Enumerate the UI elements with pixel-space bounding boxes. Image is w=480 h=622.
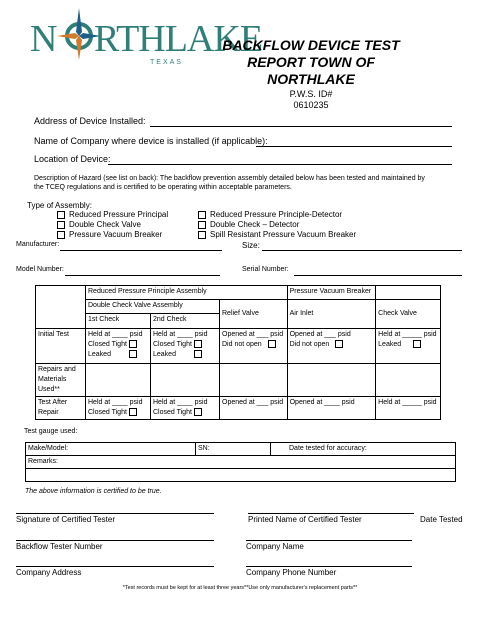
assembly-option-rpd[interactable]: Reduced Pressure Principle-Detector: [198, 210, 356, 220]
initial-relief-valve[interactable]: Opened at ___ psid Did not open: [220, 329, 288, 364]
location-label: Location of Device:: [34, 154, 111, 164]
logo-letter-n: N: [30, 18, 57, 60]
pws-id: [200, 89, 422, 111]
model-field[interactable]: [65, 275, 220, 276]
remarks-cell[interactable]: Remarks:: [26, 456, 456, 469]
date-tested-label: Date Tested: [420, 515, 463, 524]
address-label: Address of Device Installed:: [34, 116, 146, 126]
checkbox-icon[interactable]: [129, 350, 137, 358]
checkbox-icon[interactable]: [198, 231, 206, 239]
first-check-header: 1st Check: [86, 314, 151, 329]
pws-label: P.W.S. ID#: [289, 89, 333, 99]
title-line-3: NORTHLAKE: [267, 71, 355, 87]
page-title: [200, 37, 422, 88]
checkbox-icon[interactable]: [194, 408, 202, 416]
assembly-left-list: [57, 210, 168, 240]
tester-number-label: Backflow Tester Number: [16, 542, 103, 551]
assembly-option-dcv[interactable]: Double Check Valve: [57, 220, 168, 230]
initial-first-check[interactable]: Held at ____ psid Closed Tight Leaked: [86, 329, 151, 364]
company-name-label: Company Name: [246, 542, 304, 551]
signature-label: Signature of Certified Tester: [16, 515, 116, 524]
printed-name-line[interactable]: [248, 513, 414, 514]
checkbox-icon[interactable]: [194, 350, 202, 358]
repairs-check-valve[interactable]: [376, 364, 441, 397]
checkbox-icon[interactable]: [129, 340, 137, 348]
after-second-check[interactable]: Held at ____ psid Closed Tight: [151, 397, 220, 420]
after-first-check[interactable]: Held at ____ psid Closed Tight: [86, 397, 151, 420]
assembly-option-rp[interactable]: Reduced Pressure Principal: [57, 210, 168, 220]
initial-check-valve[interactable]: Held at _____ psid Leaked: [376, 329, 441, 364]
printed-name-label: Printed Name of Certified Tester: [248, 515, 362, 524]
date-tested-cell[interactable]: Date tested for accuracy:: [271, 443, 456, 456]
after-check-valve[interactable]: Held at _____ psid: [376, 397, 441, 420]
assembly-option-pvb[interactable]: Pressure Vacuum Breaker: [57, 230, 168, 240]
gauge-table: [25, 442, 456, 482]
table-corner-cell: [36, 286, 86, 329]
title-line-2: REPORT TOWN OF: [247, 54, 375, 70]
address-field[interactable]: [150, 126, 452, 127]
repairs-label: Repairs and Materials Used**: [36, 364, 86, 397]
size-label: Size:: [242, 241, 260, 250]
manufacturer-label: Manufacturer:: [16, 241, 60, 248]
after-repair-label: Test After Repair: [36, 397, 86, 420]
table-empty-header: [376, 286, 441, 300]
checkbox-icon[interactable]: [57, 211, 65, 219]
dcva-header: Double Check Valve Assembly: [86, 300, 220, 314]
repairs-air-inlet[interactable]: [287, 364, 376, 397]
size-field[interactable]: [262, 250, 462, 251]
manufacturer-field[interactable]: [60, 250, 222, 251]
after-air-inlet[interactable]: Opened at ____ psid: [287, 397, 376, 420]
checkbox-icon[interactable]: [129, 408, 137, 416]
pvb-header: Pressure Vacuum Breaker: [287, 286, 376, 300]
title-line-1: BACKFLOW DEVICE TEST: [222, 37, 400, 53]
assembly-right-list: [198, 210, 356, 240]
logo-wordmark: RTHLAKE: [94, 18, 263, 60]
checkbox-icon[interactable]: [413, 340, 421, 348]
company-address-label: Company Address: [16, 568, 82, 577]
test-results-table: [35, 285, 441, 420]
relief-valve-header: Relief Valve: [220, 300, 288, 329]
location-field[interactable]: [108, 164, 452, 165]
logo: [30, 6, 263, 68]
remarks-extra-line[interactable]: [26, 469, 456, 482]
model-label: Model Number:: [16, 266, 64, 273]
company-phone-line[interactable]: [246, 566, 412, 567]
repairs-first-check[interactable]: [86, 364, 151, 397]
rpa-header: Reduced Pressure Principle Assembly: [86, 286, 288, 300]
initial-test-label: Initial Test: [36, 329, 86, 364]
repairs-relief-valve[interactable]: [220, 364, 288, 397]
company-field[interactable]: [256, 146, 452, 147]
tester-number-line[interactable]: [16, 540, 214, 541]
air-inlet-header: Air Inlet: [287, 300, 376, 329]
assembly-option-srpvb[interactable]: Spill Resistant Pressure Vacuum Breaker: [198, 230, 356, 240]
hazard-description: Description of Hazard (see list on back): The backflow prevention assembly detailed below has been tested and maintained by the TCEQ regulations and is certified to be operating within acceptable parameters.: [34, 175, 425, 191]
sn-cell[interactable]: SN:: [196, 443, 271, 456]
check-valve-header: Check Valve: [376, 300, 441, 329]
company-label: Name of Company where device is installed (if applicable):: [34, 136, 268, 146]
company-phone-label: Company Phone Number: [246, 568, 337, 577]
checkbox-icon[interactable]: [198, 221, 206, 229]
signature-line[interactable]: [16, 513, 214, 514]
checkbox-icon[interactable]: [198, 211, 206, 219]
second-check-header: 2nd Check: [151, 314, 220, 329]
serial-label: Serial Number:: [242, 266, 289, 273]
company-name-line[interactable]: [246, 540, 412, 541]
certified-statement: The above information is certified to be true.: [25, 488, 162, 495]
repairs-second-check[interactable]: [151, 364, 220, 397]
checkbox-icon[interactable]: [194, 340, 202, 348]
checkbox-icon[interactable]: [335, 340, 343, 348]
checkbox-icon[interactable]: [268, 340, 276, 348]
initial-air-inlet[interactable]: Opened at ___ psid Did not open: [287, 329, 376, 364]
company-address-line[interactable]: [16, 566, 214, 567]
initial-second-check[interactable]: Held at ____ psid Closed Tight Leaked: [151, 329, 220, 364]
checkbox-icon[interactable]: [57, 221, 65, 229]
footer-note: *Test records must be kept for at least three years**Use only manufacturer's replacement parts**: [122, 585, 358, 591]
gauge-label: Test gauge used:: [24, 428, 78, 435]
assembly-label: Type of Assembly:: [27, 201, 92, 210]
checkbox-icon[interactable]: [57, 231, 65, 239]
logo-subtext: TEXAS: [150, 59, 183, 66]
assembly-option-dcd[interactable]: Double Check – Detector: [198, 220, 356, 230]
after-relief-valve[interactable]: Opened at ___ psid: [220, 397, 288, 420]
pws-value: 0610235: [293, 100, 329, 110]
serial-field[interactable]: [294, 275, 462, 276]
make-model-cell[interactable]: Make/Model:: [26, 443, 196, 456]
